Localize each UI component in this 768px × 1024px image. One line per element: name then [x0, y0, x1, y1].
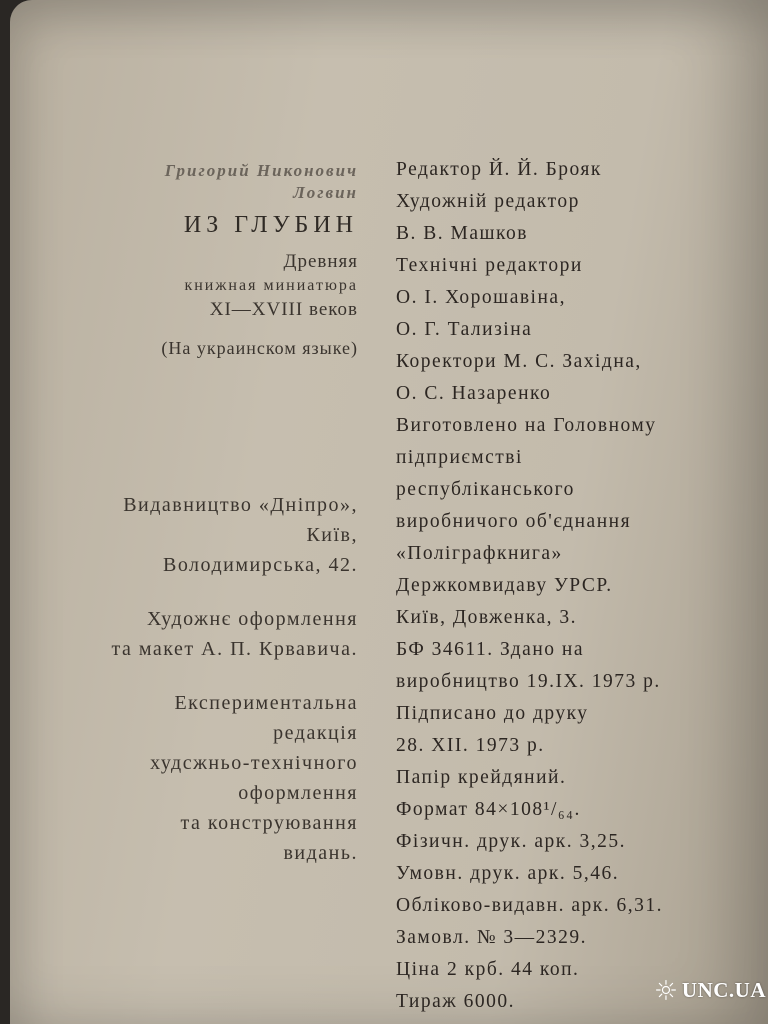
imprint-line: В. В. Машков — [396, 223, 528, 244]
language-note: (На украинском языке) — [161, 338, 358, 358]
imprint-line: Технічні редактори — [396, 255, 583, 276]
design-credit-block — [18, 604, 358, 664]
sun-logo-icon — [656, 973, 676, 1007]
imprint-line: виробництво 19.IX. 1973 р. — [396, 671, 661, 692]
imprint-line: О. С. Назаренко — [396, 383, 552, 404]
right-column-imprint — [396, 154, 766, 1018]
imprint-line: Коректори М. С. Західна, — [396, 351, 642, 372]
imprint-line: Підписано до друку — [396, 703, 589, 724]
editorial-line: оформлення — [238, 782, 358, 804]
subtitle-line-3: XI—XVIII веков — [209, 299, 358, 320]
imprint-line: Київ, Довженка, 3. — [396, 607, 578, 628]
editorial-line: худсжньо-технічного — [150, 752, 358, 774]
author-first-name: Григорий Никонович — [164, 161, 358, 180]
imprint-line: Формат 84×108¹/₆₄. — [396, 799, 581, 820]
imprint-line: підприємстві — [396, 447, 523, 468]
subtitle-line-2: книжная миниатюра — [184, 277, 358, 294]
imprint-line: Редактор Й. Й. Брояк — [396, 159, 602, 180]
editorial-line: редакція — [273, 722, 358, 744]
imprint-line: 28. XII. 1973 р. — [396, 735, 545, 756]
imprint-line: Папір крейдяний. — [396, 767, 567, 788]
left-column — [18, 160, 358, 868]
imprint-line: БФ 34611. Здано на — [396, 639, 584, 660]
publisher-line: Київ, — [306, 524, 358, 546]
imprint-line: О. Г. Тализіна — [396, 319, 533, 340]
book-page — [10, 0, 768, 1024]
site-watermark — [656, 968, 766, 1012]
publisher-line: Видавництво «Дніпро», — [123, 494, 358, 516]
imprint-line: Замовл. № 3—2329. — [396, 927, 588, 948]
imprint-line: «Поліграфкнига» — [396, 543, 563, 564]
design-credit-line: Художнє оформлення — [147, 608, 358, 630]
author-last-name: Логвин — [293, 183, 358, 202]
imprint-line: Ціна 2 крб. 44 коп. — [396, 959, 580, 980]
imprint-line: Держкомвидаву УРСР. — [396, 575, 613, 596]
editorial-line: видань. — [283, 842, 358, 864]
subtitle-line-1: Древняя — [283, 251, 358, 272]
imprint-line: республіканського — [396, 479, 575, 500]
imprint-line: Фізичн. друк. арк. 3,25. — [396, 831, 626, 852]
editorial-line: та конструювання — [180, 812, 358, 834]
imprint-line: Художній редактор — [396, 191, 580, 212]
imprint-line: Тираж 6000. — [396, 991, 515, 1012]
imprint-line: О. І. Хорошавіна, — [396, 287, 566, 308]
editorial-block — [18, 688, 358, 868]
publisher-line: Володимирська, 42. — [162, 554, 358, 576]
publisher-block — [18, 490, 358, 580]
imprint-line: виробничого об'єднання — [396, 511, 632, 532]
watermark-text: UNC.UA — [681, 977, 766, 1002]
imprint-line: Умовн. друк. арк. 5,46. — [396, 863, 620, 884]
imprint-line: Виготовлено на Головному — [396, 415, 657, 436]
editorial-line: Експериментальна — [174, 692, 358, 714]
design-credit-line: та макет А. П. Крвавича. — [111, 638, 358, 660]
book-title: ИЗ ГЛУБИН — [183, 212, 358, 238]
imprint-line: Обліково-видавн. арк. 6,31. — [396, 895, 663, 916]
